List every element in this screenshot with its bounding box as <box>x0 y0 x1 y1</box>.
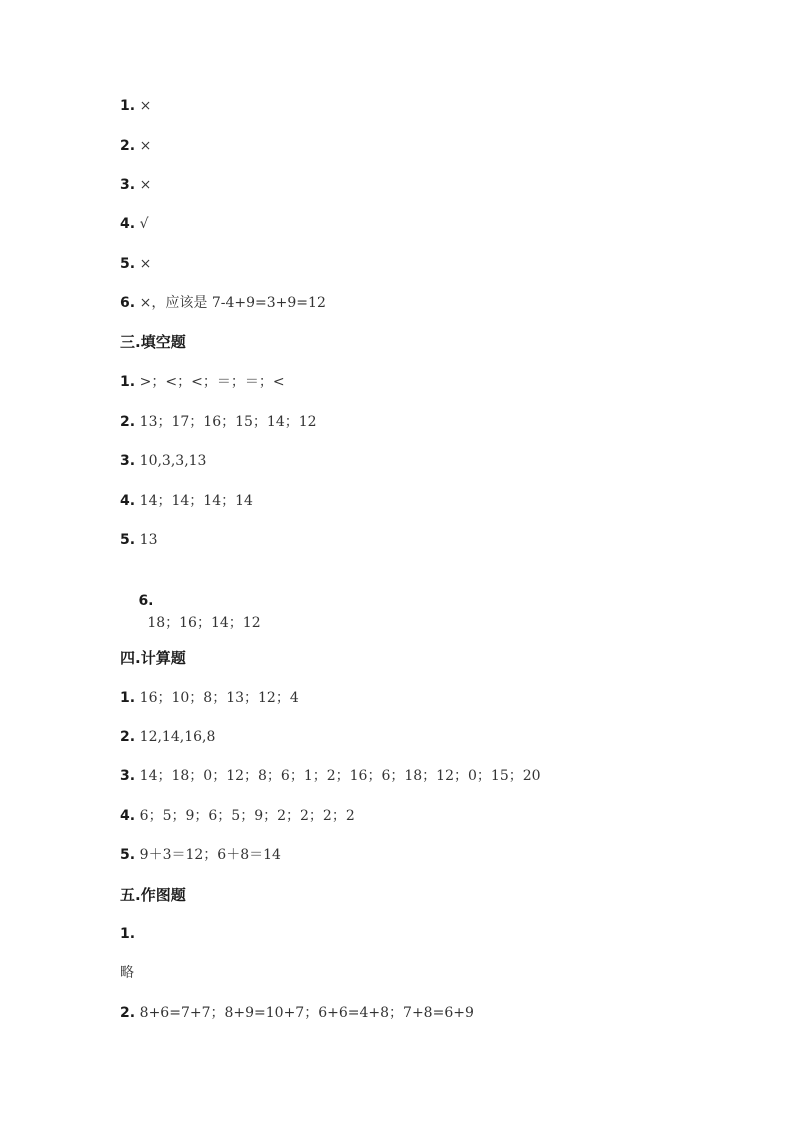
item-number: 1. <box>120 374 136 390</box>
fill-answer-4 <box>120 490 253 512</box>
item-answer: 12,14,16,8 <box>139 729 216 745</box>
item-answer: ×，应该是 7-4+9=3+9=12 <box>139 295 326 311</box>
item-number: 5. <box>120 847 136 863</box>
item-number: 3. <box>120 453 136 469</box>
item-answer: × <box>139 256 152 272</box>
calc-answer-4 <box>120 805 355 827</box>
item-answer: 16；10；8；13；12；4 <box>139 690 299 706</box>
item-answer: × <box>139 177 152 193</box>
item-answer: √ <box>139 216 149 232</box>
item-number: 6. <box>120 295 136 311</box>
fill-answer-1 <box>120 371 285 393</box>
tf-answer-5 <box>120 253 151 275</box>
draw-answer-2 <box>120 1002 474 1024</box>
item-number: 5. <box>120 256 136 272</box>
item-number: 1. <box>120 690 136 706</box>
item-number: 2. <box>120 138 136 154</box>
item-answer: 13 <box>139 532 158 548</box>
item-answer: 18；16；14；12 <box>138 615 261 631</box>
item-number: 4. <box>120 808 136 824</box>
item-answer: 8+6=7+7；8+9=10+7；6+6=4+8；7+8=6+9 <box>139 1005 474 1021</box>
fill-answer-3 <box>120 450 206 472</box>
item-number: 4. <box>120 493 136 509</box>
section-heading-drawing: 五.作图题 <box>120 886 186 904</box>
item-answer: 14；18；0；12；8；6；1；2；16；6；18；12；0；15；20 <box>139 768 541 784</box>
draw-answer-1 <box>120 923 135 945</box>
tf-answer-3 <box>120 174 151 196</box>
item-number: 4. <box>120 216 136 232</box>
item-answer: 9＋3＝12；6＋8＝14 <box>139 847 281 863</box>
tf-answer-6 <box>120 292 326 314</box>
item-number: 1. <box>120 926 136 942</box>
fill-answer-5 <box>120 529 158 551</box>
tf-answer-1 <box>120 95 151 117</box>
tf-answer-2 <box>120 135 151 157</box>
item-answer: × <box>139 98 152 114</box>
section-heading-fill-blank: 三.填空题 <box>120 333 186 351</box>
section-heading-calculation: 四.计算题 <box>120 649 186 667</box>
item-answer: 6；5；9；6；5；9；2；2；2；2 <box>139 808 355 824</box>
calc-answer-2 <box>120 726 215 748</box>
item-answer: 14；14；14；14 <box>139 493 253 509</box>
fill-answer-2 <box>120 411 317 433</box>
item-answer: 13；17；16；15；14；12 <box>139 414 317 430</box>
item-number: 5. <box>120 532 136 548</box>
draw-answer-1-note <box>120 962 134 984</box>
item-answer: >；<；<；＝；＝；< <box>139 374 285 390</box>
item-number: 1. <box>120 98 136 114</box>
fill-answer-6 <box>120 568 261 631</box>
item-number: 2. <box>120 1005 136 1021</box>
tf-answer-4 <box>120 213 149 235</box>
item-number: 3. <box>120 177 136 193</box>
item-number: 6. <box>138 593 154 609</box>
calc-answer-5 <box>120 844 281 866</box>
item-number: 3. <box>120 768 136 784</box>
item-answer: 略 <box>120 965 134 981</box>
calc-answer-1 <box>120 687 299 709</box>
item-number: 2. <box>120 729 136 745</box>
item-number: 2. <box>120 414 136 430</box>
item-answer: × <box>139 138 152 154</box>
calc-answer-3 <box>120 765 541 787</box>
item-answer: 10,3,3,13 <box>139 453 207 469</box>
